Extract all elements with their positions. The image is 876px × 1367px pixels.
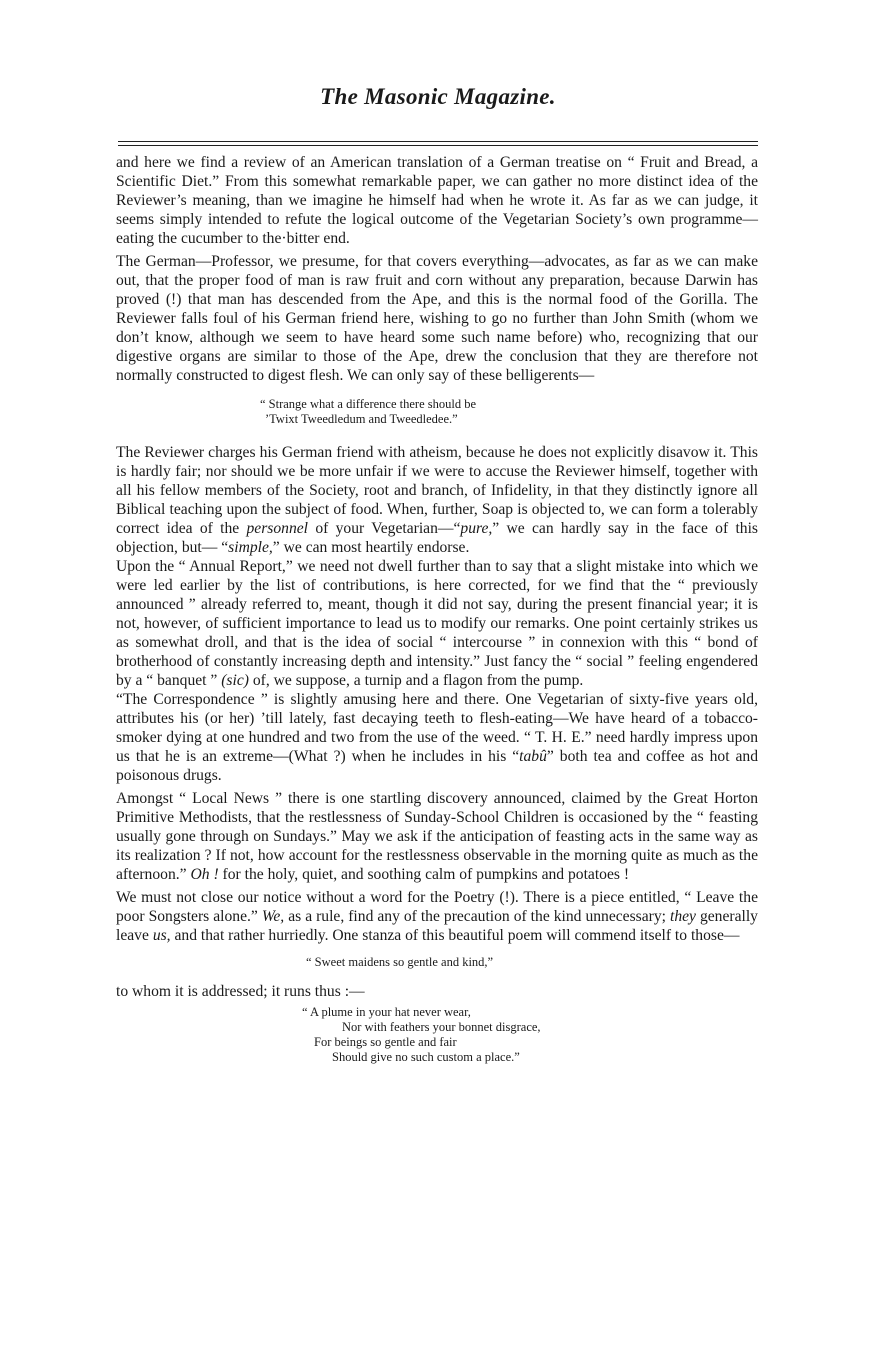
quote-sweet-maidens: “ Sweet maidens so gentle and kind,” bbox=[306, 955, 494, 969]
italic-run: tabû bbox=[519, 748, 547, 765]
text-run: The Reviewer charges his German friend with atheism, because he does not explicitly disavow it. This is hardly fair; nor should we be more unfair if we were to accuse the Reviewer himself, together with all his fellow members of the Society, root and branch, of Infidelity, in that they distinctly ignore all Biblical teaching upon the subject of food. When, further, Soap is objected to, we can form a tolerably correct idea of the bbox=[116, 444, 758, 537]
text-run: and that rather hurriedly. One stanza of this beautiful poem will commend itself to those— bbox=[174, 927, 740, 944]
paragraph-8: to whom it is addressed; it runs thus :— bbox=[116, 983, 365, 1000]
italic-run: pure, bbox=[460, 520, 493, 537]
text-run: Upon the “ Annual Report,” we need not dwell further than to say that a slight mistake into which we were led earlier by the list of contributions, is here corrected, for we find that the “ previously announced ” already referred to, meant, though it did not say, during the present financial year; it is not, however, of sufficient importance to lead us to modify our remarks. One point certainly strikes us as somewhat droll, and that is the idea of social “ intercourse ” in connexion with this “ bond of brotherhood of constantly increasing depth and intensity.” Just fancy the “ social ” feeling engendered by a “ banquet ” bbox=[116, 558, 758, 689]
text-run: Amongst “ Local News ” there is one startling discovery announced, claimed by the Great Horton Primitive Methodists, that the restlessness of Sunday-School Children is occasioned by the “ feasting usually gone through on Sundays.” May we ask if the anticipation of feasting acts in the same way as its realization ? If not, how account for the restlessness observable in the morning quite as much as the afternoon.” bbox=[116, 790, 758, 883]
paragraph-1: and here we find a review of an American translation of a German treatise on “ Fruit and Bread, a Scientific Diet.” From this somewhat remarkable paper, we can gather no more distinct idea of the Reviewer’s meaning, than we imagine he himself had when he wrote it. As far as we can judge, it seems simply intended to refute the logical outcome of the Vegetarian Society’s own programme—eating the cucumber to the·bitter end. bbox=[116, 154, 758, 247]
italic-run: (sic) bbox=[221, 672, 249, 689]
header-rule-bottom bbox=[118, 145, 758, 146]
quote-tweedledum bbox=[116, 397, 758, 427]
italic-run: simple, bbox=[228, 539, 273, 556]
italic-run: personnel bbox=[246, 520, 308, 537]
poem-stanza bbox=[116, 1005, 758, 1065]
text-run: of your Vegetarian—“ bbox=[315, 520, 461, 537]
running-head: The Masonic Magazine. bbox=[320, 84, 556, 109]
header-rule-top bbox=[118, 141, 758, 142]
italic-run: they bbox=[669, 908, 696, 925]
text-run: ” both tea and coffee as hot and poisonous drugs. bbox=[116, 748, 759, 784]
italic-run: We, bbox=[261, 908, 285, 925]
text-run: “The Correspondence ” is slightly amusing here and there. One Vegetarian of sixty-five years old, attributes his (or her) ’till lately, fast decaying teeth to flesh-eating—We have heard of a tobacco-smoker dying at one hundred and two from the use of the weed. “ T. H. E.” need hardly impress upon us that he is an extreme—(What ?) when he includes in his “ bbox=[116, 691, 758, 765]
text-run: as a rule, find any of the precaution of the kind unnecessary; bbox=[288, 908, 666, 925]
text-run: We must not close our notice without a word for the Poetry (!). There is a piece entitled, “ Leave the poor Songsters alone.” bbox=[116, 889, 758, 925]
paragraph-7 bbox=[116, 888, 758, 945]
text-run: generally leave bbox=[116, 908, 758, 944]
text-run: ” we can hardly say in the face of this objection, but— “ bbox=[116, 520, 759, 556]
paragraph-2: The German—Professor, we presume, for that covers everything—advocates, as far as we can make out, that the proper food of man is raw fruit and corn without any preparation, because Darwin has proved (!) that man has descended from the Ape, and this is the normal food of the Gorilla. The Reviewer falls foul of his German friend here, wishing to go no further than John Smith (whom we don’t know, although we seem to have heard some such name before) who, recognizing that our digestive organs are similar to those of the Ape, drew the conclusion that they are therefore not normally constructed to digest flesh. We can only say of these belligerents— bbox=[116, 253, 758, 384]
paragraph-6 bbox=[116, 789, 758, 884]
text-run: of, we suppose, a turnip and a flagon from the pump. bbox=[252, 672, 584, 689]
quote-line: ’Twixt Tweedledum and Tweedledee.” bbox=[265, 412, 458, 426]
text-run: ” we can most heartily endorse. bbox=[272, 539, 470, 556]
article-body bbox=[116, 153, 758, 1065]
paragraph-5 bbox=[116, 690, 758, 785]
poem-line: Nor with feathers your bonnet disgrace, bbox=[342, 1020, 541, 1034]
poem-line: For beings so gentle and fair bbox=[314, 1035, 457, 1049]
poem-line: “ A plume in your hat never wear, bbox=[302, 1005, 471, 1019]
italic-run: Oh ! bbox=[190, 866, 219, 883]
text-run: for the holy, quiet, and soothing calm of pumpkins and potatoes ! bbox=[222, 866, 630, 883]
paragraph-3 bbox=[116, 443, 758, 557]
poem-line: Should give no such custom a place.” bbox=[332, 1050, 520, 1064]
paragraph-4 bbox=[116, 557, 758, 690]
quote-line: “ Strange what a difference there should be bbox=[260, 397, 476, 411]
italic-run: us, bbox=[152, 927, 171, 944]
